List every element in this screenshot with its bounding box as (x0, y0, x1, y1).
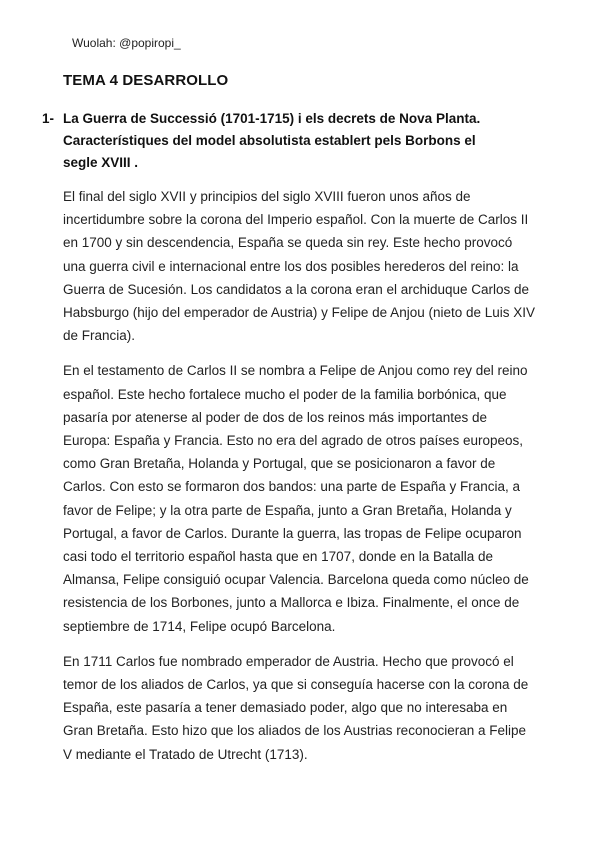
paragraph-2: En el testamento de Carlos II se nombra a Felipe de Anjou como rey del reino español. Este hecho fortalece mucho el poder de la familia borbónica, que pasaría por atenerse al poder de dos de los reinos más importantes de Europa: España y Francia. Esto no era del agrado de otros países europeos, como Gran Bretaña, Holanda y Portugal, que se posicionaron a favor de Carlos. Con esto se formaron dos bandos: una parte de España y Francia, a favor de Felipe; y la otra parte de España, junto a Gran Bretaña, Holanda y Portugal, a favor de Carlos. Durante la guerra, las tropas de Felipe ocuparon casi todo el territorio español hasta que en 1707, donde en la Batalla de Almansa, Felipe consiguió ocupar Valencia. Barcelona queda como núcleo de resistencia de los Borbones, junto a Mallorca e Ibiza. Finalmente, el once de septiembre de 1714, Felipe ocupó Barcelona. (63, 363, 529, 634)
header-credit: Wuolah: @popiropi_ (72, 36, 181, 50)
body-text (63, 185, 538, 778)
document-title: TEMA 4 DESARROLLO (63, 72, 229, 89)
paragraph-3: En 1711 Carlos fue nombrado emperador de Austria. Hecho que provocó el temor de los aliados de Carlos, ya que si conseguía hacerse con la corona de España, este pasaría a tener demasiado poder, algo que no interesaba en Gran Bretaña. Esto hizo que los aliados de los Austrias reconocieran a Felipe V mediante el Tratado de Utrecht (1713). (63, 653, 529, 762)
section-heading: La Guerra de Successió (1701-1715) i els decrets de Nova Planta. Característiques del model absolutista establert pels Borbons el segle XVIII . (63, 111, 481, 170)
paragraph-1: El final del siglo XVII y principios del siglo XVIII fueron unos años de incertidumbre sobre la corona del Imperio español. Con la muerte de Carlos II en 1700 y sin descendencia, España se queda sin rey. Este hecho provocó una guerra civil e internacional entre los dos posibles herederos del reino: la Guerra de Sucesión. Los candidatos a la corona eran el archiduque Carlos de Habsburgo (hijo del emperador de Austria) y Felipe de Anjou (nieto de Luis XIV de Francia). (63, 189, 536, 344)
section-number: 1- (42, 111, 55, 126)
